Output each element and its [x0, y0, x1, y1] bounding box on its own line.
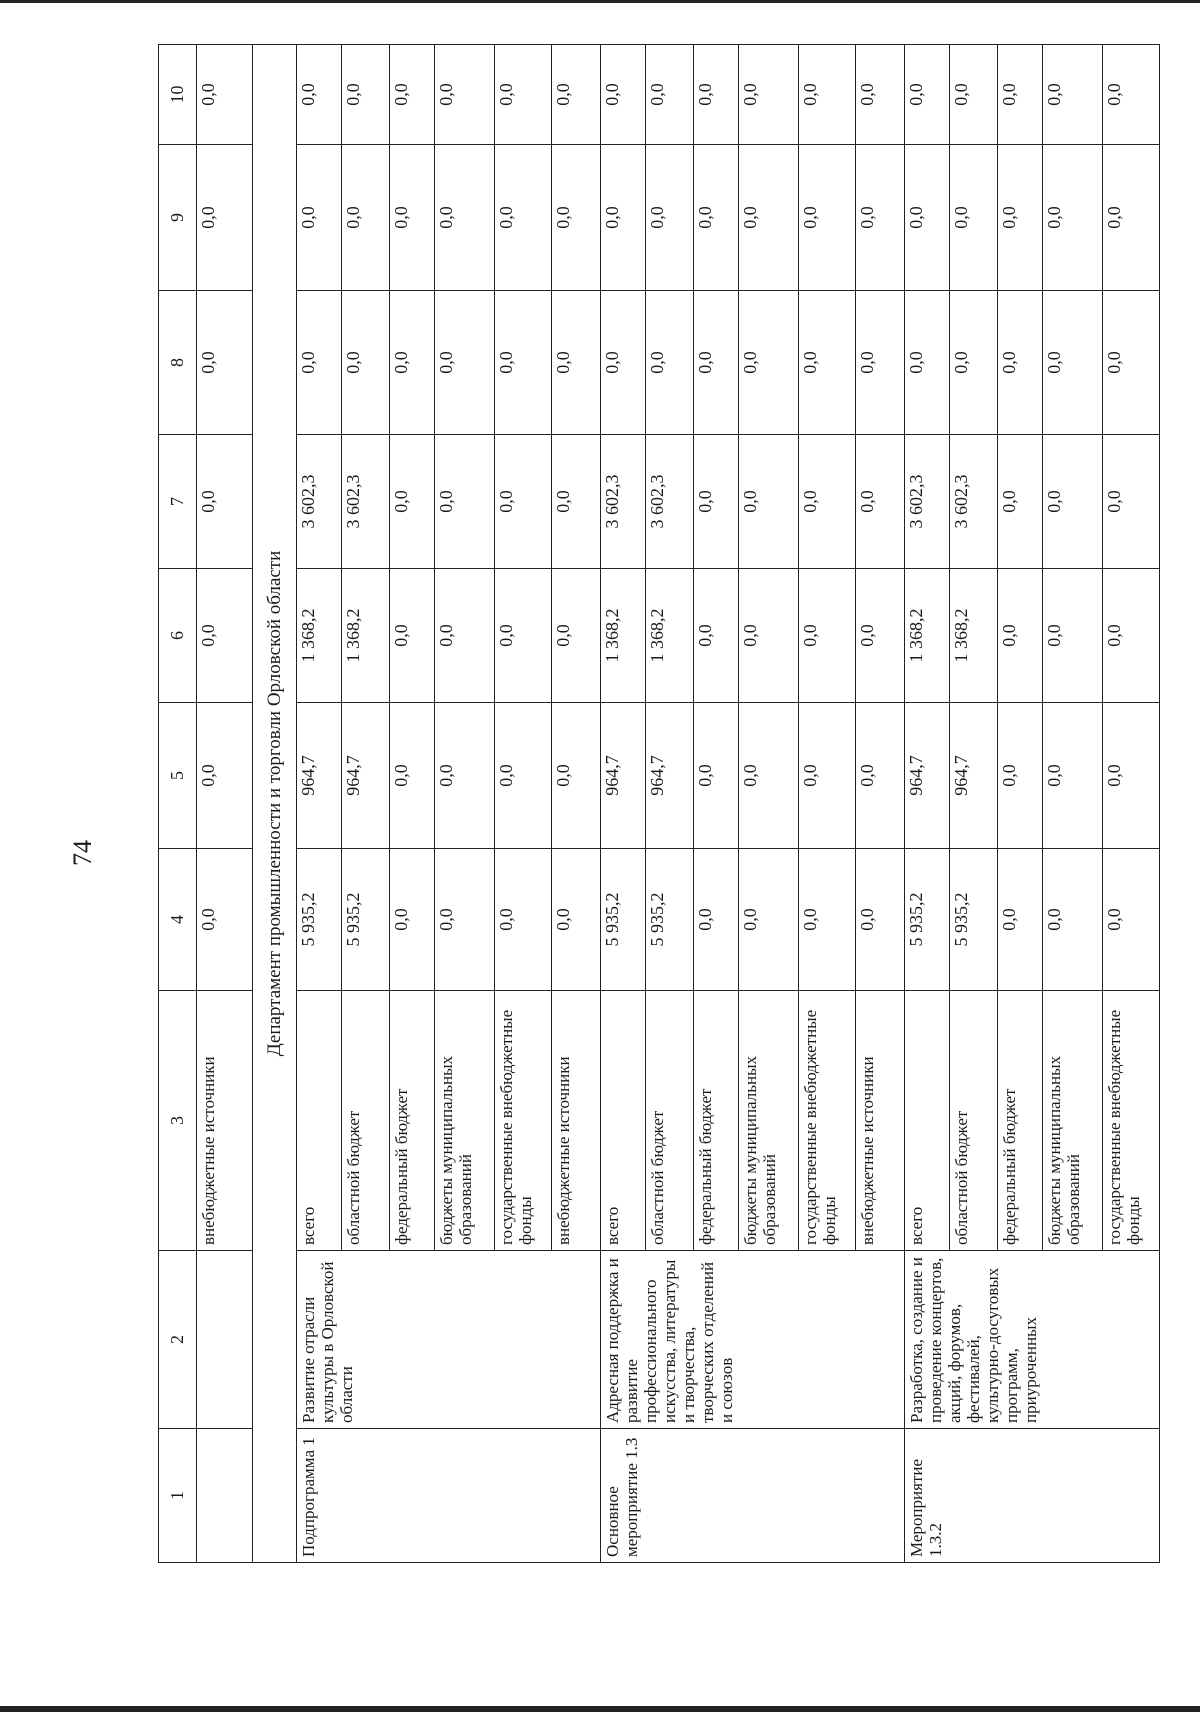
value-cell: 0,0	[1103, 703, 1160, 849]
col-header-10: 10	[159, 45, 197, 145]
value-cell: 0,0	[799, 45, 856, 145]
value-cell: 0,0	[998, 145, 1043, 291]
value-cell: 0,0	[342, 45, 390, 145]
funding-source: государственные внебюджетные фонды	[495, 991, 552, 1251]
value-cell: 0,0	[739, 703, 799, 849]
value-cell: 5 935,2	[950, 849, 998, 991]
value-cell: 0,0	[495, 703, 552, 849]
value-cell: 0,0	[435, 569, 495, 703]
value-cell: 3 602,3	[905, 435, 950, 569]
item-title: Разработка, создание и проведение концертов, акций, форумов, фестивалей, культурно-досуговых программ, приуроченных	[905, 1251, 1160, 1429]
value-cell: 964,7	[601, 703, 646, 849]
value-cell: 3 602,3	[342, 435, 390, 569]
header-row	[159, 45, 197, 1563]
col-header-7: 7	[159, 435, 197, 569]
value-cell: 0,0	[197, 45, 253, 145]
value-cell: 3 602,3	[646, 435, 694, 569]
value-cell: 0,0	[1043, 569, 1103, 703]
value-cell: 0,0	[495, 45, 552, 145]
value-cell: 0,0	[390, 435, 435, 569]
value-cell: 0,0	[739, 849, 799, 991]
value-cell: 1 368,2	[646, 569, 694, 703]
value-cell: 0,0	[552, 145, 601, 291]
value-cell: 0,0	[435, 435, 495, 569]
section-title: Департамент промышленности и торговли Орловской области	[253, 45, 297, 1563]
value-cell: 964,7	[342, 703, 390, 849]
value-cell: 0,0	[799, 849, 856, 991]
funding-source: бюджеты муниципальных образований	[739, 991, 799, 1251]
value-cell: 0,0	[1043, 849, 1103, 991]
value-cell: 0,0	[435, 849, 495, 991]
value-cell: 0,0	[435, 291, 495, 435]
page-number: 74	[68, 840, 97, 866]
value-cell: 0,0	[799, 569, 856, 703]
funding-source: всего	[297, 991, 342, 1251]
table-row	[197, 45, 253, 1563]
value-cell: 0,0	[1043, 145, 1103, 291]
col-header-2: 2	[159, 1251, 197, 1429]
value-cell: 0,0	[552, 569, 601, 703]
item-title: Развитие отрасли культуры в Орловской области	[297, 1251, 601, 1429]
value-cell: 0,0	[856, 849, 905, 991]
value-cell: 0,0	[739, 569, 799, 703]
value-cell: 0,0	[739, 45, 799, 145]
col-header-4: 4	[159, 849, 197, 991]
value-cell: 0,0	[998, 569, 1043, 703]
col-header-3: 3	[159, 991, 197, 1251]
funding-source: областной бюджет	[646, 991, 694, 1251]
col-header-1: 1	[159, 1429, 197, 1563]
value-cell: 0,0	[856, 291, 905, 435]
value-cell: 0,0	[552, 703, 601, 849]
value-cell: 0,0	[495, 435, 552, 569]
value-cell: 0,0	[495, 291, 552, 435]
value-cell: 0,0	[342, 145, 390, 291]
value-cell: 0,0	[435, 145, 495, 291]
value-cell: 0,0	[435, 45, 495, 145]
value-cell: 0,0	[856, 145, 905, 291]
funding-source: государственные внебюджетные фонды	[1103, 991, 1160, 1251]
value-cell: 0,0	[1103, 569, 1160, 703]
value-cell: 0,0	[998, 849, 1043, 991]
value-cell: 0,0	[390, 291, 435, 435]
funding-source: государственные внебюджетные фонды	[799, 991, 856, 1251]
value-cell: 0,0	[998, 291, 1043, 435]
value-cell: 3 602,3	[297, 435, 342, 569]
value-cell: 0,0	[552, 45, 601, 145]
value-cell: 0,0	[694, 703, 739, 849]
value-cell: 0,0	[799, 145, 856, 291]
item-code: Мероприятие 1.3.2	[905, 1429, 1160, 1563]
value-cell: 0,0	[856, 45, 905, 145]
value-cell: 0,0	[197, 849, 253, 991]
rotated-table-wrapper	[158, 45, 1143, 1563]
item-title: Адресная поддержка и развитие профессионального искусства, литературы и творчества, творческих отделений и союзов	[601, 1251, 905, 1429]
value-cell: 0,0	[390, 569, 435, 703]
value-cell: 0,0	[197, 703, 253, 849]
value-cell: 0,0	[856, 703, 905, 849]
funding-source: всего	[905, 991, 950, 1251]
value-cell: 0,0	[1103, 145, 1160, 291]
value-cell: 5 935,2	[297, 849, 342, 991]
col-header-6: 6	[159, 569, 197, 703]
value-cell: 0,0	[297, 291, 342, 435]
funding-source: федеральный бюджет	[390, 991, 435, 1251]
value-cell: 0,0	[390, 45, 435, 145]
value-cell: 0,0	[601, 145, 646, 291]
value-cell: 0,0	[998, 703, 1043, 849]
value-cell: 0,0	[390, 849, 435, 991]
funding-source: бюджеты муниципальных образований	[435, 991, 495, 1251]
value-cell: 0,0	[950, 145, 998, 291]
funding-source: федеральный бюджет	[694, 991, 739, 1251]
value-cell: 0,0	[998, 45, 1043, 145]
value-cell: 5 935,2	[646, 849, 694, 991]
value-cell: 0,0	[1103, 435, 1160, 569]
value-cell: 0,0	[552, 435, 601, 569]
funding-source: внебюджетные источники	[197, 991, 253, 1251]
table-row	[601, 45, 646, 1563]
value-cell: 0,0	[905, 145, 950, 291]
value-cell: 0,0	[1103, 45, 1160, 145]
value-cell: 0,0	[435, 703, 495, 849]
value-cell: 0,0	[390, 703, 435, 849]
funding-source: внебюджетные источники	[856, 991, 905, 1251]
funding-source: бюджеты муниципальных образований	[1043, 991, 1103, 1251]
value-cell: 0,0	[646, 45, 694, 145]
value-cell: 0,0	[950, 291, 998, 435]
scan-edge-bottom	[0, 1706, 1200, 1712]
funding-source: федеральный бюджет	[998, 991, 1043, 1251]
value-cell: 0,0	[646, 291, 694, 435]
value-cell: 0,0	[694, 45, 739, 145]
value-cell: 0,0	[495, 145, 552, 291]
value-cell: 0,0	[856, 569, 905, 703]
col-header-9: 9	[159, 145, 197, 291]
value-cell: 0,0	[1103, 291, 1160, 435]
value-cell: 0,0	[495, 569, 552, 703]
value-cell: 0,0	[342, 291, 390, 435]
col-header-5: 5	[159, 703, 197, 849]
value-cell: 0,0	[694, 569, 739, 703]
value-cell: 0,0	[495, 849, 552, 991]
funding-source: областной бюджет	[342, 991, 390, 1251]
value-cell: 0,0	[799, 435, 856, 569]
value-cell: 0,0	[856, 435, 905, 569]
value-cell: 964,7	[905, 703, 950, 849]
budget-table	[158, 44, 1160, 1563]
value-cell: 0,0	[297, 145, 342, 291]
value-cell: 5 935,2	[342, 849, 390, 991]
value-cell: 0,0	[694, 435, 739, 569]
value-cell: 3 602,3	[601, 435, 646, 569]
value-cell: 0,0	[197, 145, 253, 291]
value-cell: 5 935,2	[905, 849, 950, 991]
value-cell: 0,0	[1043, 291, 1103, 435]
value-cell: 0,0	[601, 45, 646, 145]
value-cell: 964,7	[646, 703, 694, 849]
table-cell	[197, 1429, 253, 1563]
section-row	[253, 45, 297, 1563]
value-cell: 0,0	[998, 435, 1043, 569]
value-cell: 964,7	[950, 703, 998, 849]
value-cell: 0,0	[905, 45, 950, 145]
value-cell: 0,0	[1043, 45, 1103, 145]
value-cell: 0,0	[297, 45, 342, 145]
value-cell: 0,0	[197, 435, 253, 569]
value-cell: 0,0	[694, 145, 739, 291]
value-cell: 0,0	[1043, 435, 1103, 569]
table-cell	[197, 1251, 253, 1429]
value-cell: 0,0	[739, 145, 799, 291]
value-cell: 0,0	[694, 849, 739, 991]
value-cell: 0,0	[197, 569, 253, 703]
value-cell: 0,0	[390, 145, 435, 291]
value-cell: 0,0	[646, 145, 694, 291]
funding-source: внебюджетные источники	[552, 991, 601, 1251]
table-row	[297, 45, 342, 1563]
value-cell: 0,0	[739, 435, 799, 569]
value-cell: 3 602,3	[950, 435, 998, 569]
value-cell: 0,0	[552, 849, 601, 991]
scan-edge-top	[0, 0, 1200, 3]
value-cell: 1 368,2	[950, 569, 998, 703]
value-cell: 0,0	[1103, 849, 1160, 991]
value-cell: 0,0	[694, 291, 739, 435]
value-cell: 1 368,2	[601, 569, 646, 703]
value-cell: 5 935,2	[601, 849, 646, 991]
item-code: Подпрограмма 1	[297, 1429, 601, 1563]
item-code: Основное мероприятие 1.3	[601, 1429, 905, 1563]
table-row	[905, 45, 950, 1563]
value-cell: 0,0	[799, 291, 856, 435]
value-cell: 1 368,2	[905, 569, 950, 703]
funding-source: областной бюджет	[950, 991, 998, 1251]
col-header-8: 8	[159, 291, 197, 435]
value-cell: 0,0	[739, 291, 799, 435]
value-cell: 0,0	[950, 45, 998, 145]
value-cell: 0,0	[799, 703, 856, 849]
value-cell: 0,0	[1043, 703, 1103, 849]
value-cell: 1 368,2	[297, 569, 342, 703]
value-cell: 0,0	[197, 291, 253, 435]
funding-source: всего	[601, 991, 646, 1251]
value-cell: 0,0	[552, 291, 601, 435]
value-cell: 0,0	[905, 291, 950, 435]
value-cell: 0,0	[601, 291, 646, 435]
value-cell: 1 368,2	[342, 569, 390, 703]
value-cell: 964,7	[297, 703, 342, 849]
